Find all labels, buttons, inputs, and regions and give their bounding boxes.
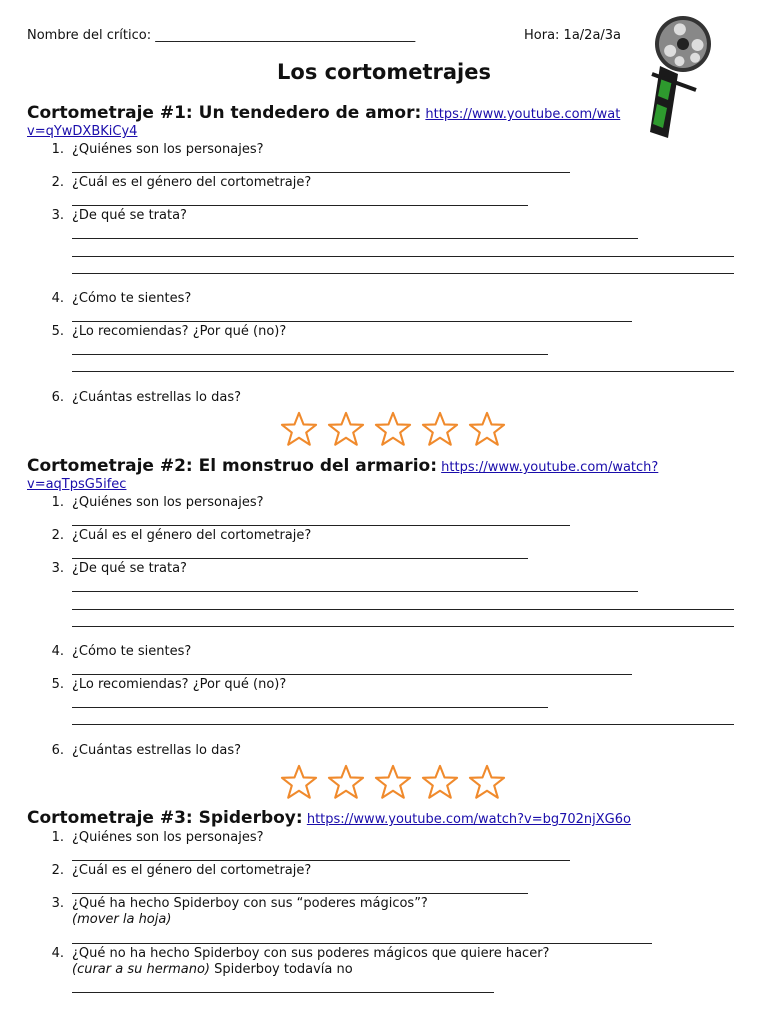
film-1-q3: ¿De qué se trata? bbox=[72, 208, 187, 223]
answer-line[interactable] bbox=[72, 256, 734, 257]
film-1-heading-block bbox=[27, 105, 747, 140]
film-3-q4-answer-line bbox=[72, 962, 353, 977]
answer-line[interactable] bbox=[72, 205, 528, 206]
film-2-q3: ¿De qué se trata? bbox=[72, 561, 187, 576]
film-3-q2: ¿Cuál es el género del cortometraje? bbox=[72, 863, 312, 878]
star-4-icon[interactable] bbox=[421, 764, 459, 800]
film-1-q2: ¿Cuál es el género del cortometraje? bbox=[72, 175, 312, 190]
critic-name-label: Nombre del crítico: ________________________________________ bbox=[27, 28, 416, 43]
film-3-link[interactable]: https://www.youtube.com/watch?v=bg702njXG6o bbox=[306, 812, 631, 827]
answer-line[interactable] bbox=[72, 238, 638, 239]
film-3-q4-hint: (curar a su hermano) bbox=[72, 962, 210, 977]
q-number: 3. bbox=[51, 561, 64, 576]
q-number: 4. bbox=[51, 291, 64, 306]
q-number: 5. bbox=[51, 324, 64, 339]
star-5-icon[interactable] bbox=[468, 764, 506, 800]
film-2-link-cont[interactable]: v=aqTpsG5ifec bbox=[27, 477, 127, 492]
answer-line[interactable] bbox=[72, 943, 652, 944]
film-3-q3: ¿Qué ha hecho Spiderboy con sus “poderes mágicos”? bbox=[72, 896, 428, 911]
film-2-q2: ¿Cuál es el género del cortometraje? bbox=[72, 528, 312, 543]
film-1-star-rating bbox=[0, 411, 768, 449]
film-1-heading: Cortometraje #1: Un tendedero de amor: bbox=[27, 103, 422, 123]
q-number: 2. bbox=[51, 528, 64, 543]
answer-line[interactable] bbox=[72, 992, 494, 993]
answer-line[interactable] bbox=[72, 707, 548, 708]
film-1-link-cont[interactable]: v=qYwDXBKiCy4 bbox=[27, 124, 138, 139]
answer-line[interactable] bbox=[72, 674, 632, 675]
answer-line[interactable] bbox=[72, 525, 570, 526]
star-2-icon[interactable] bbox=[327, 411, 365, 447]
answer-line[interactable] bbox=[72, 172, 570, 173]
film-1-link[interactable]: https://www.youtube.com/wat bbox=[425, 107, 621, 122]
film-2-q6: ¿Cuántas estrellas lo das? bbox=[72, 743, 241, 758]
film-2-q5: ¿Lo recomiendas? ¿Por qué (no)? bbox=[72, 677, 287, 692]
star-1-icon[interactable] bbox=[280, 411, 318, 447]
q-number: 3. bbox=[51, 896, 64, 911]
q-number: 1. bbox=[51, 495, 64, 510]
q-number: 4. bbox=[51, 946, 64, 961]
film-2-q4: ¿Cómo te sientes? bbox=[72, 644, 192, 659]
film-2-link[interactable]: https://www.youtube.com/watch? bbox=[441, 460, 659, 475]
star-3-icon[interactable] bbox=[374, 764, 412, 800]
film-2-star-rating bbox=[0, 764, 768, 802]
answer-line[interactable] bbox=[72, 321, 632, 322]
star-1-icon[interactable] bbox=[280, 764, 318, 800]
film-3-q4: ¿Qué no ha hecho Spiderboy con sus poderes mágicos que quiere hacer? bbox=[72, 946, 550, 961]
answer-line[interactable] bbox=[72, 609, 734, 610]
star-5-icon[interactable] bbox=[468, 411, 506, 447]
film-1-q5: ¿Lo recomiendas? ¿Por qué (no)? bbox=[72, 324, 287, 339]
film-3-q1: ¿Quiénes son los personajes? bbox=[72, 830, 264, 845]
star-3-icon[interactable] bbox=[374, 411, 412, 447]
q-number: 1. bbox=[51, 830, 64, 845]
page-title: Los cortometrajes bbox=[277, 60, 491, 84]
film-1-q4: ¿Cómo te sientes? bbox=[72, 291, 192, 306]
film-1-q6: ¿Cuántas estrellas lo das? bbox=[72, 390, 241, 405]
answer-line[interactable] bbox=[72, 558, 528, 559]
answer-line[interactable] bbox=[72, 273, 734, 274]
film-3-heading: Cortometraje #3: Spiderboy: bbox=[27, 808, 303, 828]
film-2-q1: ¿Quiénes son los personajes? bbox=[72, 495, 264, 510]
q-number: 6. bbox=[51, 390, 64, 405]
q-number: 2. bbox=[51, 863, 64, 878]
answer-line[interactable] bbox=[72, 724, 734, 725]
film-2-heading-block bbox=[27, 458, 747, 493]
answer-line[interactable] bbox=[72, 354, 548, 355]
q-number: 6. bbox=[51, 743, 64, 758]
q-number: 4. bbox=[51, 644, 64, 659]
film-3-heading-block bbox=[27, 810, 747, 828]
answer-line[interactable] bbox=[72, 371, 734, 372]
film-3-q4-tail: Spiderboy todavía no bbox=[209, 962, 353, 977]
answer-line[interactable] bbox=[72, 893, 528, 894]
q-number: 2. bbox=[51, 175, 64, 190]
film-1-q1: ¿Quiénes son los personajes? bbox=[72, 142, 264, 157]
star-2-icon[interactable] bbox=[327, 764, 365, 800]
class-hour-label: Hora: 1a/2a/3a bbox=[524, 28, 622, 43]
answer-line[interactable] bbox=[72, 626, 734, 627]
film-2-heading: Cortometraje #2: El monstruo del armario: bbox=[27, 456, 437, 476]
film-3-q3-hint: (mover la hoja) bbox=[72, 912, 172, 927]
q-number: 1. bbox=[51, 142, 64, 157]
q-number: 5. bbox=[51, 677, 64, 692]
q-number: 3. bbox=[51, 208, 64, 223]
answer-line[interactable] bbox=[72, 591, 638, 592]
answer-line[interactable] bbox=[72, 860, 570, 861]
star-4-icon[interactable] bbox=[421, 411, 459, 447]
